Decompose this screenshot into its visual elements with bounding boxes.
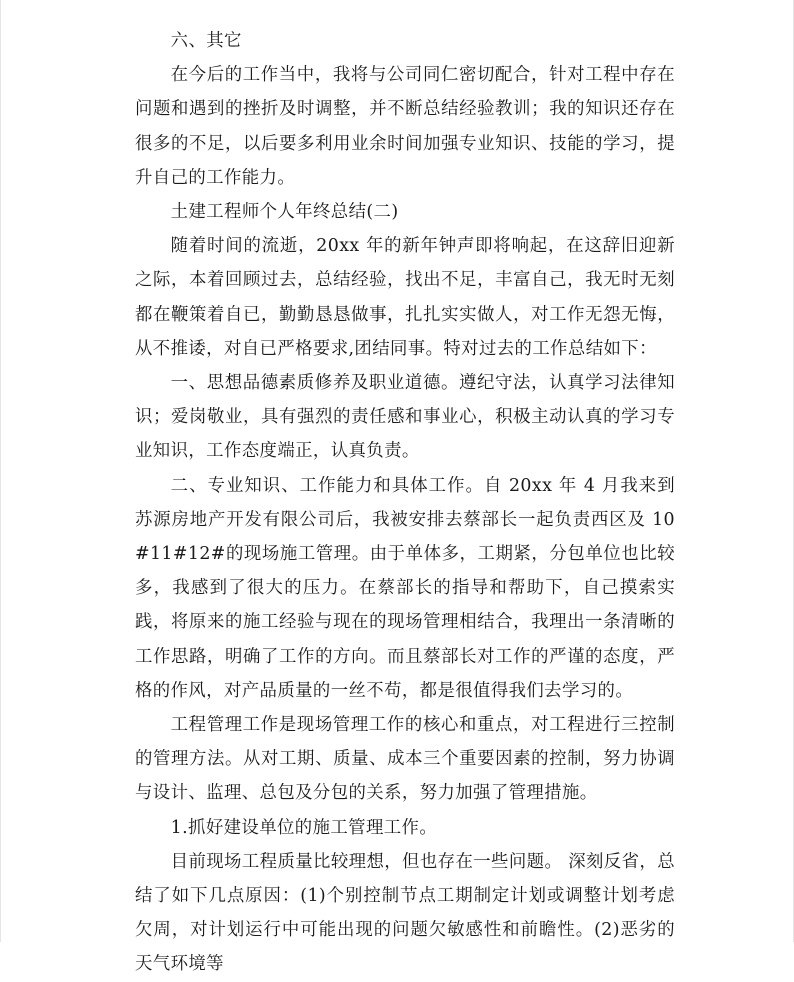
document-body: [135, 24, 675, 982]
document-subtitle: 土建工程师个人年终总结(二): [170, 202, 399, 223]
paragraph-future-work: 在今后的工作当中，我将与公司同仁密切配合，针对工程中存在问题和遇到的挫折及时调整，并不断总结经验教训；我的知识还存在很多的不足，以后要多利用业余时间加强专业知识、技能的学习，提升自己的工作能力。: [135, 65, 675, 188]
paragraph-intro: 随着时间的流逝，20xx 年的新年钟声即将响起，在这辞旧迎新之际，本着回顾过去，总结经验，找出不足，丰富自己，我无时无刻都在鞭策着自已，勤勤恳恳做事，扎扎实实做人，对工作无怨无悔，从不推诿，对自已严格要求,团结同事。特对过去的工作总结如下：: [135, 236, 675, 359]
list-heading-construction-management: 1.抓好建设单位的施工管理工作。: [170, 817, 438, 838]
paragraph-project-management: 工程管理工作是现场管理工作的核心和重点，对工程进行三控制的管理方法。从对工期、质量、成本三个重要因素的控制，努力协调与设计、监理、总包及分包的关系，努力加强了管理措施。: [135, 715, 675, 804]
paragraph-quality-issues: 目前现场工程质量比较理想，但也存在一些问题。 深刻反省，总结了如下几点原因：(1)个别控制节点工期制定计划或调整计划考虑欠周，对计划运行中可能出现的问题欠敏感性和前瞻性。(2)恶劣的天气环境等: [135, 851, 675, 975]
paragraph-ethics: 一、思想品德素质修养及职业道德。遵纪守法，认真学习法律知识；爱岗敬业，具有强烈的责任感和事业心，积极主动认真的学习专业知识，工作态度端正，认真负责。: [135, 373, 675, 462]
paragraph-professional-work: 二、专业知识、工作能力和具体工作。自 20xx 年 4 月我来到苏源房地产开发有限公司后，我被安排去蔡部长一起负责西区及 10#11#12#的现场施工管理。由于单体多，工期紧，分包单位也比较多，我感到了很大的压力。在蔡部长的指导和帮助下，自己摸索实践，将原来的施工经验与现在的现场管理相结合，我理出一条清晰的工作思路，明确了工作的方向。而且蔡部长对工作的严谨的态度，严格的作风，对产品质量的一丝不苟，都是很值得我们去学习的。: [135, 475, 675, 701]
section-heading-other: 六、其它: [170, 31, 242, 51]
